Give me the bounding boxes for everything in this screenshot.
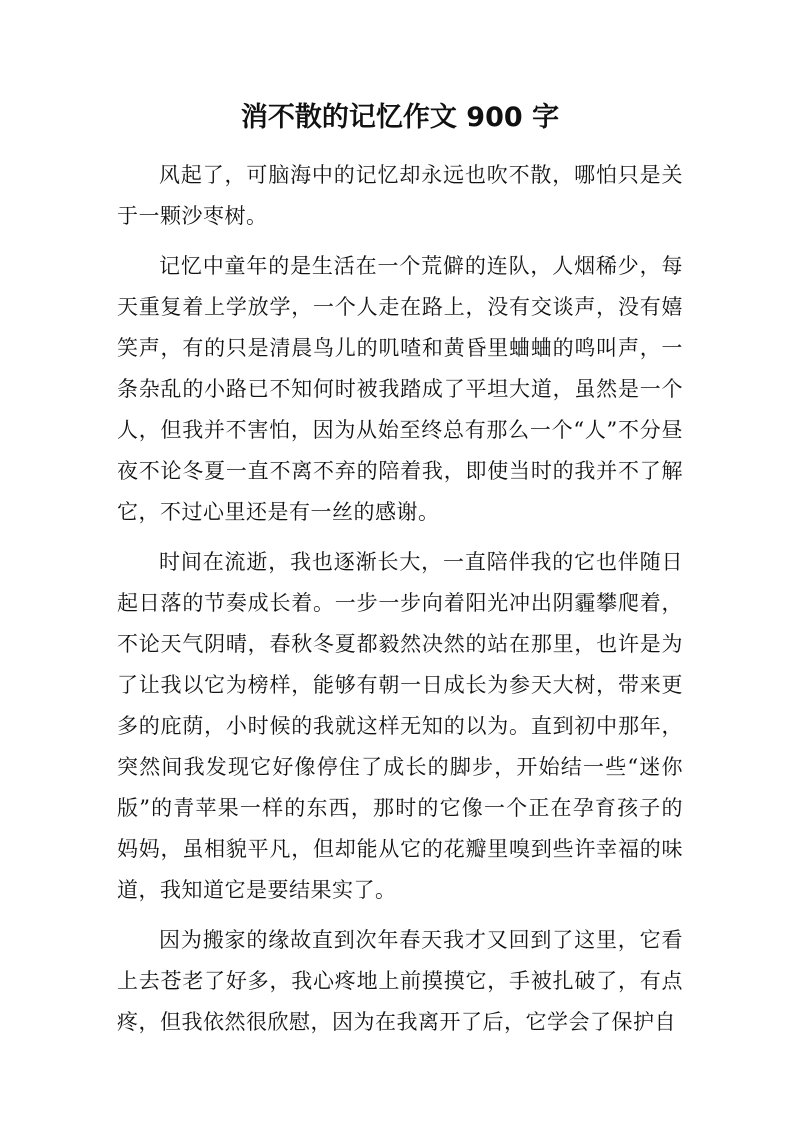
document-title: 消不散的记忆作文 900 字 (240, 102, 560, 133)
document-body (117, 155, 683, 1052)
paragraph-3: 时间在流逝，我也逐渐长大，一直陪伴我的它也伴随日起日落的节奏成长着。一步一步向着阳光冲出阴霾攀爬着，不论天气阴晴，春秋冬夏都毅然决然的站在那里，也许是为了让我以它为榜样，能够有朝一日成长为参天大树，带来更多的庇荫，小时候的我就这样无知的以为。直到初中那年，突然间我发现它好像停住了成长的脚步，开始结一些“迷你版”的青苹果一样的东西，那时的它像一个正在孕育孩子的妈妈，虽相貌平凡，但却能从它的花瓣里嗅到些许幸福的味道，我知道它是要结果实了。 (117, 550, 683, 902)
paragraph-4: 因为搬家的缘故直到次年春天我才又回到了这里，它看上去苍老了好多，我心疼地上前摸摸它，手被扎破了，有点疼，但我依然很欣慰，因为在我离开了后，它学会了保护自 (117, 928, 683, 1034)
paragraph-1: 风起了，可脑海中的记忆却永远也吹不散，哪怕只是关于一颗沙枣树。 (117, 163, 683, 228)
paragraph-2: 记忆中童年的是生活在一个荒僻的连队，人烟稀少，每天重复着上学放学，一个人走在路上，没有交谈声，没有嬉笑声，有的只是清晨鸟儿的叽喳和黄昏里蛐蛐的鸣叫声，一条杂乱的小路已不知何时被我踏成了平坦大道，虽然是一个人，但我并不害怕，因为从始至终总有那么一个“人”不分昼夜不论冬夏一直不离不弃的陪着我，即使当时的我并不了解它，不过心里还是有一丝的感谢。 (117, 254, 683, 524)
